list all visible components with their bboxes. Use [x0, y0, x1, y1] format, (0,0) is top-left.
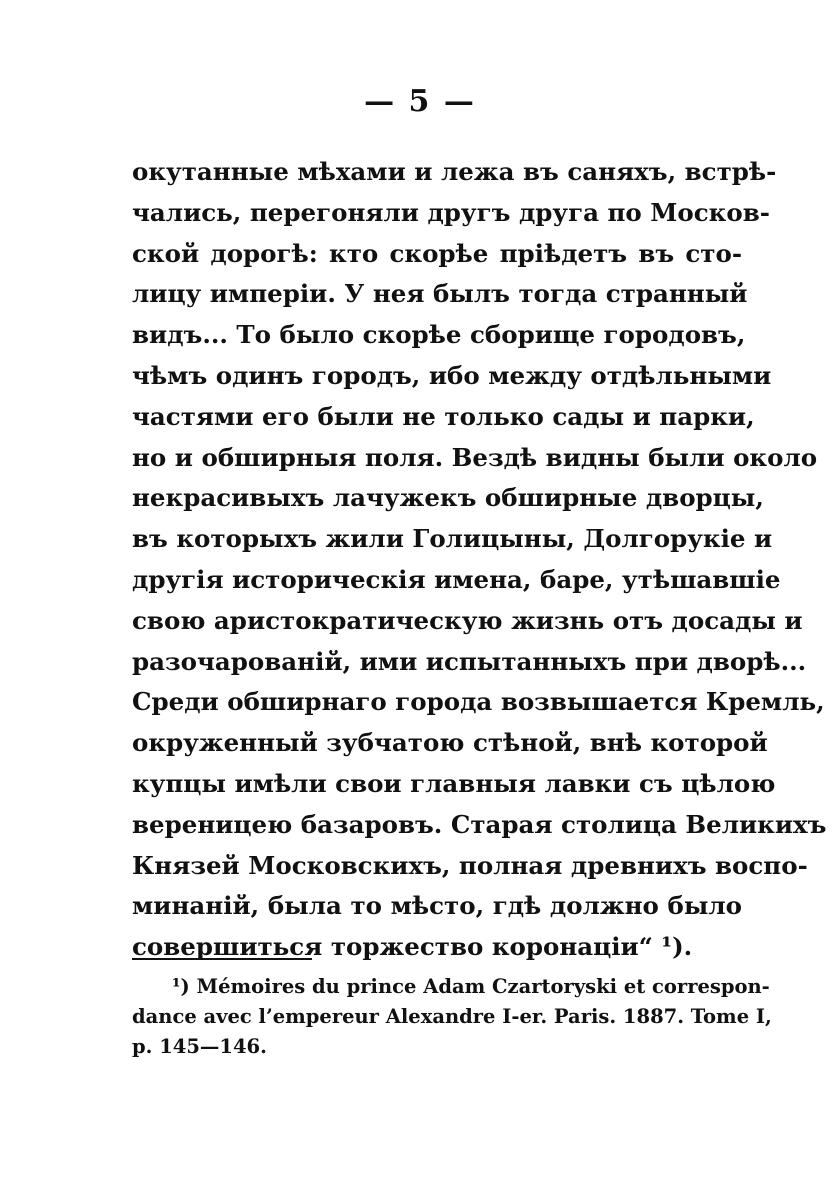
body-line-5: видъ... То было скорѣе сборище городовъ, [132, 320, 746, 350]
body-line-9: некрасивыхъ лачужекъ обширные дворцы, [132, 483, 764, 513]
body-line-15: окруженный зубчатою стѣной, внѣ которой [132, 728, 768, 758]
footnote-line-1: ¹) Mémoires du prince Adam Czartoryski et correspon- [172, 975, 770, 998]
footnote-divider [132, 958, 312, 960]
body-line-4: лицу имперіи. У нея былъ тогда странный [132, 279, 748, 309]
body-line-7: частями его были не только сады и парки, [132, 401, 755, 431]
body-line-16: купцы имѣли свои главныя лавки съ цѣлою [132, 768, 776, 798]
body-line-3: ской дорогѣ: кто скорѣе пріѣдетъ въ сто- [132, 238, 742, 268]
body-line-20: совершиться торжество коронаціи“ ¹). [132, 932, 693, 962]
body-line-18: Князей Московскихъ, полная древнихъ воспо- [132, 850, 808, 880]
body-line-10: въ которыхъ жили Голицыны, Долгорукіе и [132, 524, 773, 554]
body-line-11: другія историческія имена, баре, утѣшавшіе [132, 564, 781, 594]
footnote-line-3: p. 145—146. [132, 1035, 267, 1058]
body-line-19: минаній, была то мѣсто, гдѣ должно было [132, 891, 742, 921]
body-text [132, 152, 827, 968]
body-line-12: свою аристократическую жизнь отъ досады и [132, 605, 803, 635]
body-line-14: Среди обширнаго города возвышается Кремль, [132, 687, 825, 717]
body-line-2: чались, перегоняли другъ друга по Москов- [132, 197, 770, 227]
body-line-17: вереницею базаровъ. Старая столица Великихъ [132, 809, 827, 839]
footnote-line-2: dance avec l’empereur Alexandre I-er. Paris. 1887. Tome I, [132, 1005, 772, 1028]
body-line-13: разочарованій, ими испытанныхъ при дворѣ... [132, 646, 807, 676]
body-line-6: чѣмъ одинъ городъ, ибо между отдѣльными [132, 360, 772, 390]
body-line-1: окутанные мѣхами и лежа въ саняхъ, встрѣ- [132, 157, 777, 186]
page-number: — 5 — [364, 84, 476, 119]
body-line-8: но и обширныя поля. Вездѣ видны были около [132, 442, 818, 472]
footnote [132, 972, 772, 1062]
